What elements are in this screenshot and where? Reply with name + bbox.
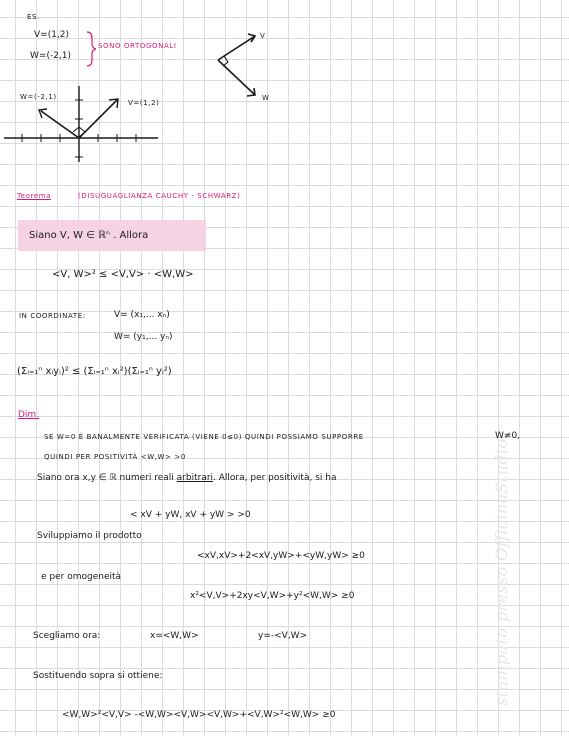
proof-title: Dim. (18, 410, 40, 420)
proof-line-6: Scegliamo ora: (33, 631, 101, 641)
proof-line-4: Sviluppiamo il prodotto (37, 531, 142, 541)
graph-v-label: V=(1,2) (128, 99, 160, 107)
choice-y: y=-<V,W> (258, 631, 308, 641)
arrow-v-label: V (260, 32, 266, 40)
proof-line-3-start: Siano ora x,y ∈ ℝ numeri reali (37, 473, 174, 483)
coordinates-label: IN COORDINATE: (19, 312, 86, 320)
choice-x: x=<W,W> (150, 631, 199, 641)
arrow-w-label: W (262, 94, 270, 102)
proof-line-1-right: W≠0, (495, 431, 521, 441)
vector-w-definition: W=(-2,1) (30, 51, 72, 61)
orthogonal-note: SONO ORTOGONALI (98, 42, 177, 50)
proof-line-5: e per omogeneità (41, 572, 122, 582)
proof-line-1: SE W=0 È BANALMENTE VERIFICATA (VIENE 0≤0) QUINDI POSSIAMO SUPPORRE (44, 433, 364, 441)
vector-v-definition: V=(1,2) (34, 30, 70, 40)
expression-3: x²<V,V>+2xy<V,W>+y²<W,W> ≥0 (190, 591, 355, 601)
expression-2: <xV,xV>+2<xV,yW>+<yW,yW> ≥0 (197, 551, 365, 561)
proof-line-3 (37, 474, 336, 483)
theorem-title: Teorema (17, 192, 52, 200)
proof-line-3-end: . Allora, per positività, si ha (213, 473, 337, 483)
theorem-subtitle: (DISUGUAGLIANZA CAUCHY - SCHWARZ) (78, 192, 241, 200)
theorem-statement: Siano V, W ∈ ℝⁿ . Allora (29, 230, 149, 241)
proof-line-7: Sostituendo sopra si ottiene: (33, 671, 163, 681)
proof-line-2: QUINDI PER POSITIVITÀ <W,W> >0 (44, 453, 186, 461)
sum-formula: (Σᵢ₌₁ⁿ xᵢyᵢ)² ≤ (Σᵢ₌₁ⁿ xᵢ²)(Σᵢ₌₁ⁿ yᵢ²) (17, 366, 172, 377)
expression-1: < xV + yW, xV + yW > >0 (130, 510, 251, 520)
watermark-text: stampato presso OfficinaStudio (492, 438, 511, 706)
expression-4: <W,W>²<V,V> -<W,W><V,W><V,W>+<V,W>²<W,W> ≥0 (62, 710, 336, 720)
brace-icon (87, 32, 96, 66)
example-label: ES. (27, 13, 40, 21)
coordinates-w: W= (y₁,... yₙ) (114, 332, 173, 342)
orthogonal-arrows-icon (218, 34, 255, 96)
cauchy-schwarz-inequality: <V, W>² ≤ <V,V> · <W,W> (52, 269, 194, 280)
proof-arbitrary: arbitrari (176, 473, 214, 483)
graph-w-label: W=(-2,1) (20, 93, 57, 101)
coordinates-v: V= (x₁,... xₙ) (114, 310, 170, 320)
